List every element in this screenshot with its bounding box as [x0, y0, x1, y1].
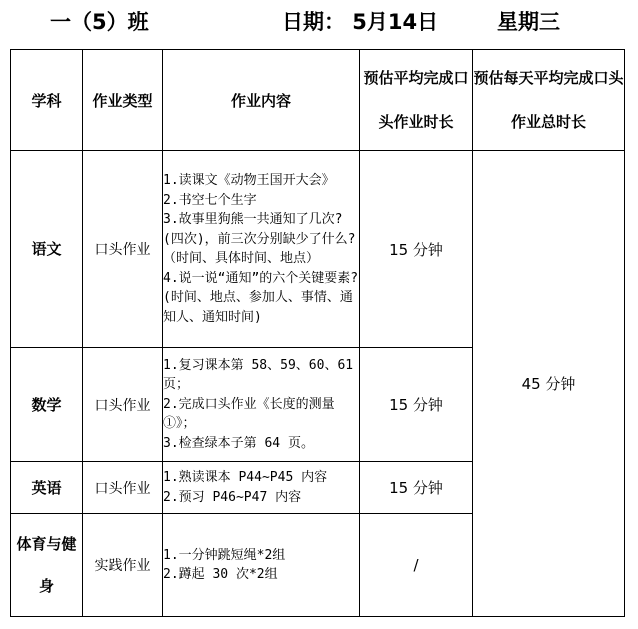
column-header-type: 作业类型: [83, 50, 163, 151]
time-cell: 15 分钟: [360, 151, 473, 348]
type-cell: 口头作业: [83, 348, 163, 462]
content-line: 2.完成口头作业《长度的测量①》；: [163, 396, 335, 432]
time-cell: /: [360, 514, 473, 617]
content-line: 4.说一说“通知”的六个关键要素?(时间、地点、参加人、事情、通知人、通知时间): [163, 270, 359, 325]
content-line: 2.书空七个生字: [163, 192, 257, 208]
subject-cell: 语文: [11, 151, 83, 348]
page-header: [0, 6, 638, 38]
time-cell: 15 分钟: [360, 348, 473, 462]
subject-cell: 数学: [11, 348, 83, 462]
content-line: 1.复习课本第 58、59、60、61 页；: [163, 357, 354, 393]
content-line: 2.预习 P46~P47 内容: [163, 489, 302, 505]
content-line: 3.故事里狗熊一共通知了几次?(四次)，前三次分别缺少了什么?（时间、具体时间、地点）: [163, 212, 356, 266]
type-cell: 口头作业: [83, 462, 163, 514]
column-header-subject: 学科: [11, 50, 83, 151]
content-cell: [163, 348, 360, 462]
content-line: 2.蹲起 30 次*2组: [163, 567, 278, 582]
total-time-cell: 45 分钟: [473, 151, 625, 617]
content-cell: [163, 514, 360, 617]
header-row: [11, 50, 625, 151]
column-header-content: 作业内容: [163, 50, 360, 151]
content-line: 1.熟读课本 P44~P45 内容: [163, 470, 328, 485]
time-cell: 15 分钟: [360, 462, 473, 514]
content-line: 1.读课文《动物王国开大会》: [163, 173, 335, 188]
content-cell: [163, 462, 360, 514]
class-label: 一（5）班: [50, 10, 149, 34]
subject-cell: 英语: [11, 462, 83, 514]
date-label: 日期： 5月14日: [282, 10, 439, 34]
weekday-label: 星期三: [497, 10, 560, 34]
table-row: [11, 151, 625, 348]
content-line: 1.一分钟跳短绳*2组: [163, 547, 286, 563]
subject-cell: 体育与健身: [11, 514, 83, 617]
content-cell: [163, 151, 360, 348]
content-line: 3.检查绿本子第 64 页。: [163, 435, 314, 451]
type-cell: 口头作业: [83, 151, 163, 348]
homework-table: [10, 49, 625, 617]
column-header-total: 预估每天平均完成口头作业总时长: [473, 50, 625, 151]
type-cell: 实践作业: [83, 514, 163, 617]
column-header-time: 预估平均完成口头作业时长: [360, 50, 473, 151]
